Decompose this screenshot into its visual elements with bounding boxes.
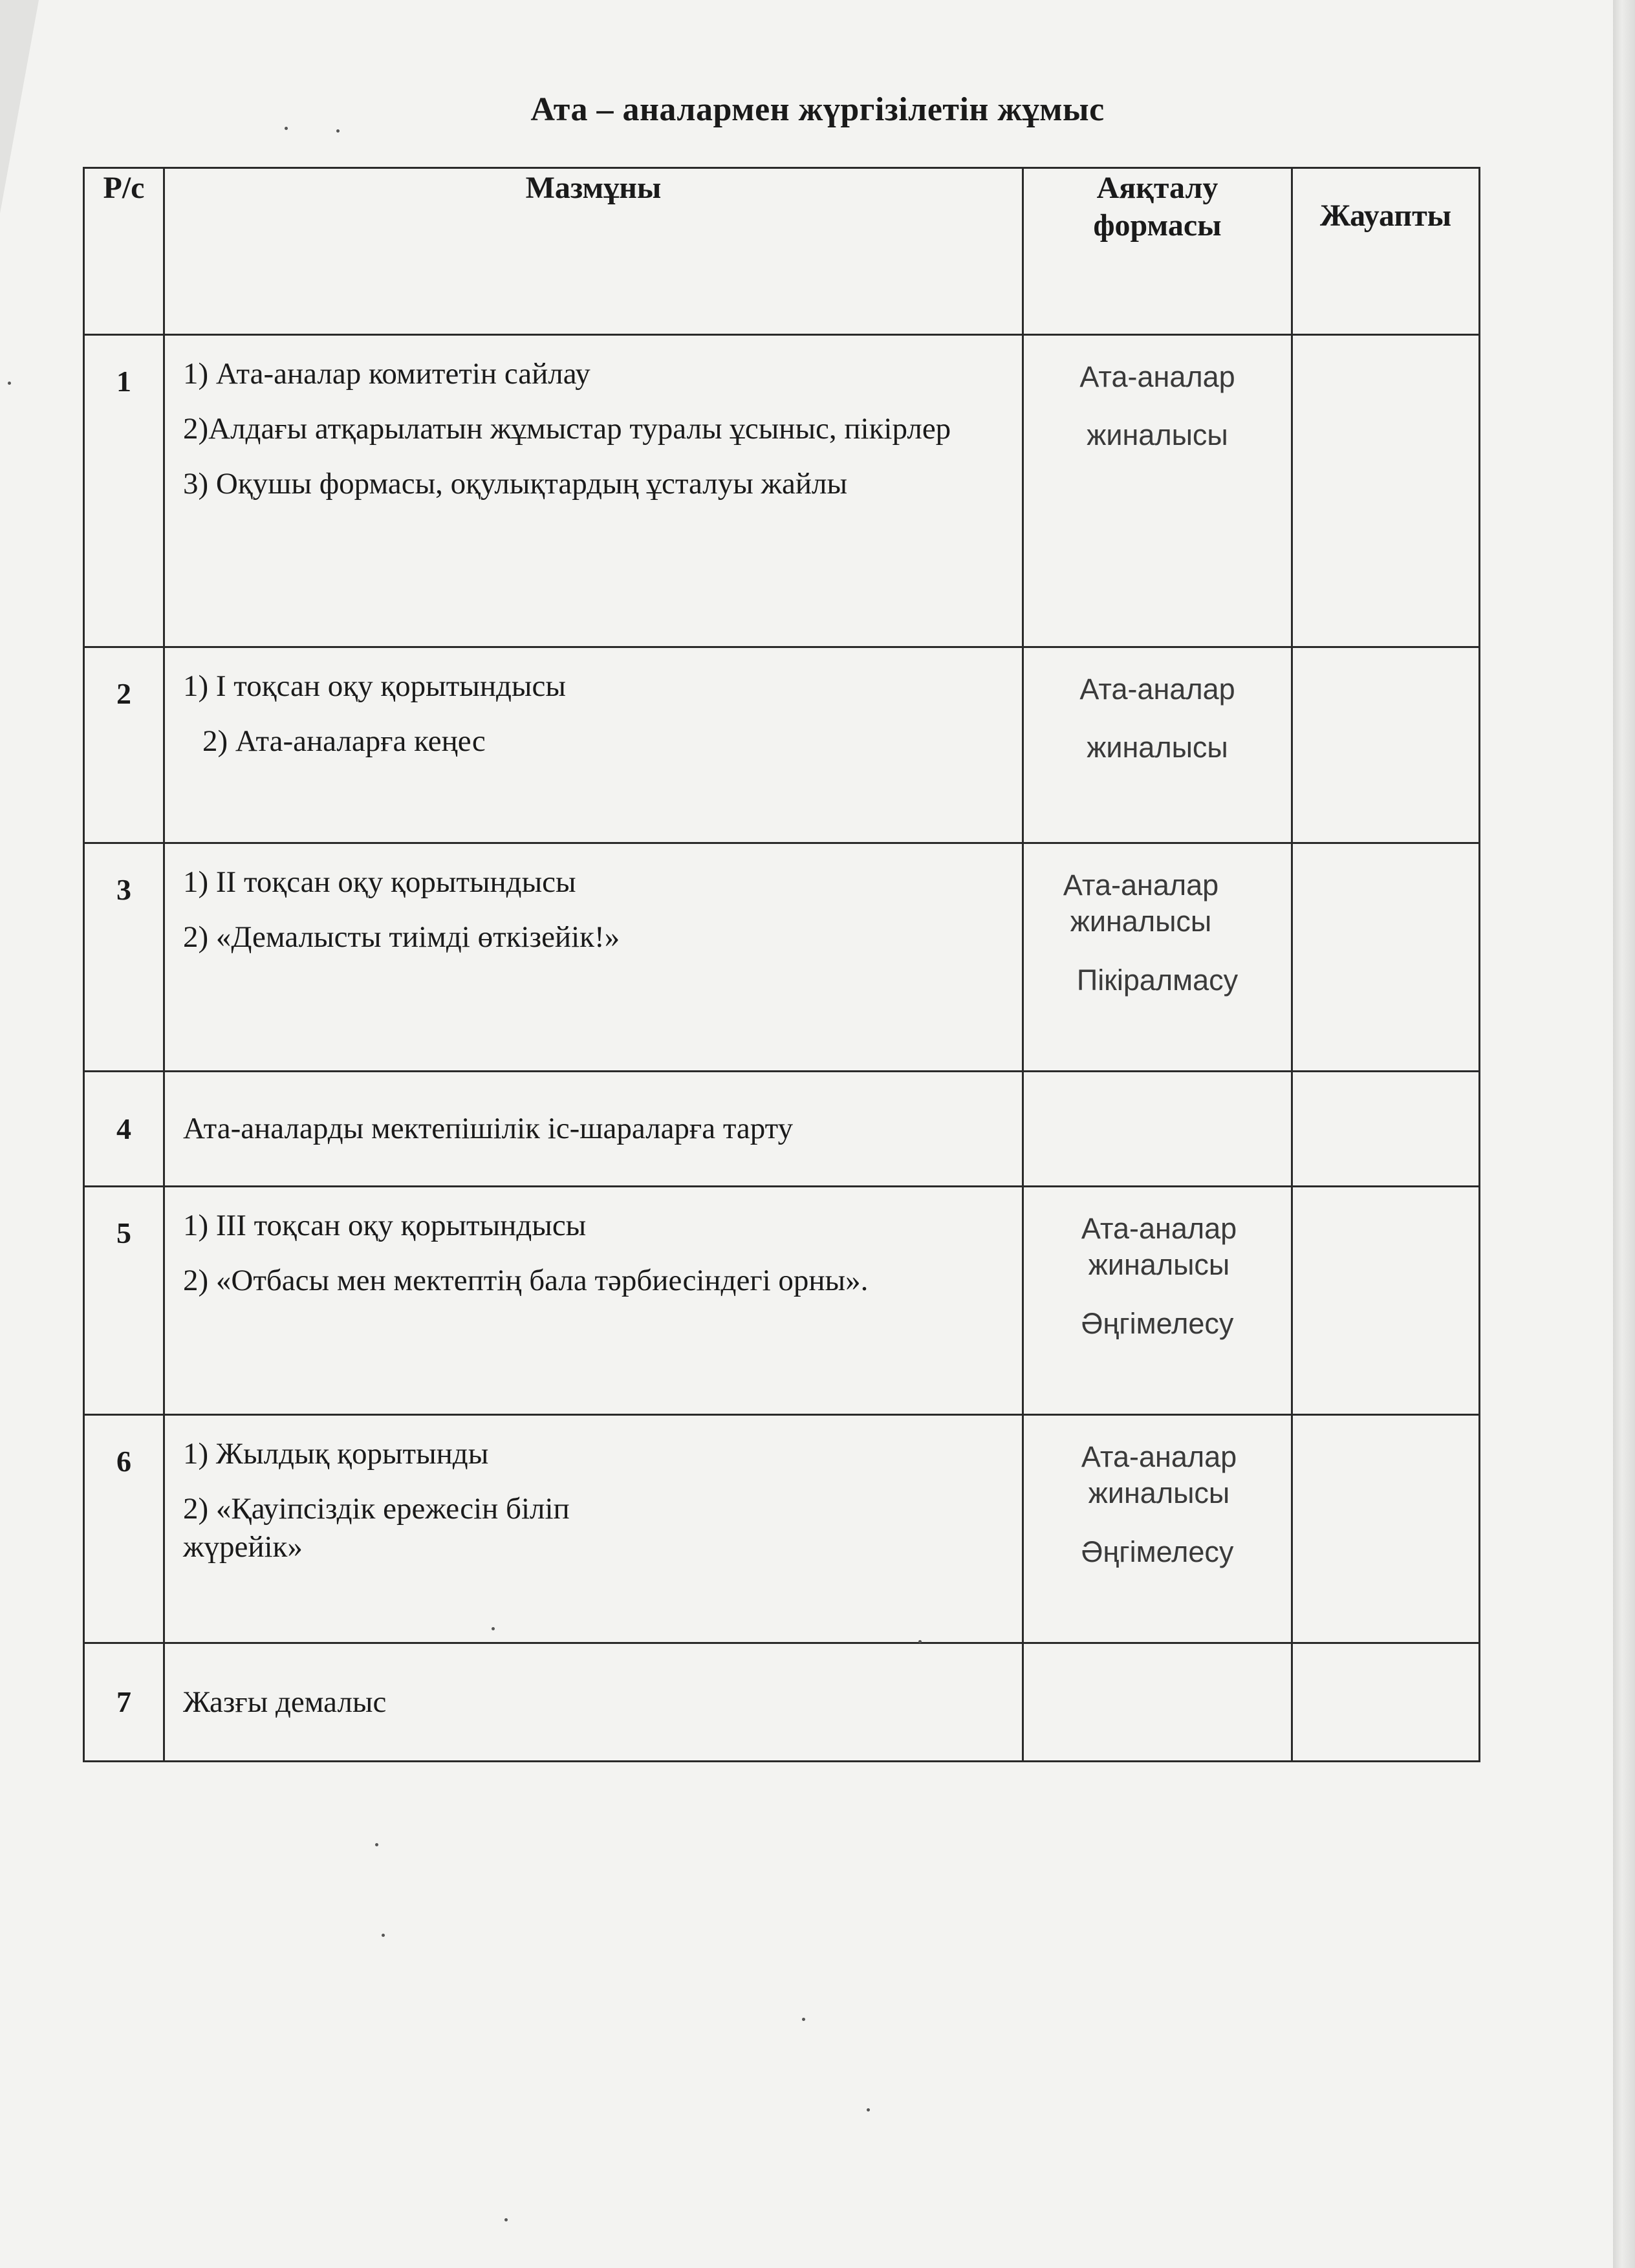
content-item: 2) «Қауіпсіздік ережесін біліп жүрейік» xyxy=(183,1491,570,1564)
header-responsible: Жауапты xyxy=(1292,168,1480,335)
form-line: Ата-аналар xyxy=(1079,360,1235,393)
row-responsible xyxy=(1292,647,1480,843)
table-row xyxy=(84,335,1480,647)
row-number: 5 xyxy=(84,1187,164,1415)
row-responsible xyxy=(1292,1072,1480,1187)
table-row xyxy=(84,1072,1480,1187)
row-number: 1 xyxy=(84,335,164,647)
table-header-row xyxy=(84,168,1480,335)
form-line: Ата-аналар xyxy=(1079,673,1235,706)
scan-speck xyxy=(867,2108,870,2111)
content-item: 2) Ата-аналарға кеңес xyxy=(202,724,486,758)
scan-speck xyxy=(382,1934,385,1937)
row-form xyxy=(1023,1072,1292,1187)
row-form xyxy=(1023,1415,1292,1643)
row-form xyxy=(1023,647,1292,843)
content-item: 2) «Демалысты тиімді өткізейік!» xyxy=(183,920,620,954)
header-form-label: Аяқталу формасы xyxy=(1093,171,1222,243)
row-form xyxy=(1023,843,1292,1072)
content-item: 1) ІІ тоқсан оқу қорытындысы xyxy=(183,865,576,899)
content-item: 3) Оқушы формасы, оқулықтардың ұсталуы жайлы xyxy=(183,466,848,501)
row-responsible xyxy=(1292,335,1480,647)
form-line: Әңгімелесу xyxy=(1081,1535,1234,1568)
scan-speck xyxy=(802,2018,805,2021)
row-content xyxy=(164,647,1023,843)
table-row xyxy=(84,1643,1480,1762)
content-item: Ата-аналарды мектепішілік іс-шараларға тарту xyxy=(183,1112,794,1146)
row-form xyxy=(1023,1643,1292,1762)
row-content xyxy=(164,1072,1023,1187)
content-item: 1) ІІІ тоқсан оқу қорытындысы xyxy=(183,1209,587,1242)
header-content: Мазмұны xyxy=(164,168,1023,335)
row-responsible xyxy=(1292,1415,1480,1643)
scan-speck xyxy=(918,1640,922,1643)
scan-speck xyxy=(375,1843,378,1846)
row-responsible xyxy=(1292,1187,1480,1415)
row-responsible xyxy=(1292,1643,1480,1762)
form-line: Ата-аналар жиналысы xyxy=(1081,1440,1237,1510)
row-content xyxy=(164,1415,1023,1643)
row-content xyxy=(164,1187,1023,1415)
scan-speck xyxy=(492,1627,495,1630)
form-line: жиналысы xyxy=(1087,418,1228,452)
form-line: Әңгімелесу xyxy=(1081,1306,1234,1340)
form-line: Ата-аналар жиналысы xyxy=(1063,869,1219,938)
content-item: 1) І тоқсан оқу қорытындысы xyxy=(183,669,566,703)
content-item: 1) Ата-аналар комитетін сайлау xyxy=(183,357,590,391)
content-item: 1) Жылдық қорытынды xyxy=(183,1437,489,1471)
scan-speck xyxy=(8,382,11,385)
scan-speck xyxy=(504,2218,508,2221)
table-row xyxy=(84,1187,1480,1415)
page-edge xyxy=(1613,0,1635,2268)
content-item: 2) «Отбасы мен мектептің бала тәрбиесіндегі орны». xyxy=(183,1263,869,1297)
row-content xyxy=(164,843,1023,1072)
row-form xyxy=(1023,335,1292,647)
header-form xyxy=(1023,168,1292,335)
row-number: 3 xyxy=(84,843,164,1072)
content-item: 2)Алдағы атқарылатын жұмыстар туралы ұсыныс, пікірлер xyxy=(183,411,951,446)
form-line: жиналысы xyxy=(1087,731,1228,764)
row-number: 7 xyxy=(84,1643,164,1762)
form-line: Ата-аналар жиналысы xyxy=(1081,1212,1237,1282)
row-content xyxy=(164,335,1023,647)
row-number: 2 xyxy=(84,647,164,843)
document-title: Ата – аналармен жүргізілетін жұмыс xyxy=(530,91,1105,128)
content-item: Жазғы демалыс xyxy=(183,1685,387,1719)
work-plan-table xyxy=(83,167,1480,1762)
row-form xyxy=(1023,1187,1292,1415)
table-row xyxy=(84,647,1480,843)
header-number: Р/с xyxy=(84,168,164,335)
table-row xyxy=(84,1415,1480,1643)
row-number: 6 xyxy=(84,1415,164,1643)
row-responsible xyxy=(1292,843,1480,1072)
scan-speck xyxy=(336,129,340,133)
row-number: 4 xyxy=(84,1072,164,1187)
row-content xyxy=(164,1643,1023,1762)
form-line: Пікіралмасу xyxy=(1076,963,1239,997)
table-row xyxy=(84,843,1480,1072)
scan-speck xyxy=(285,127,288,130)
